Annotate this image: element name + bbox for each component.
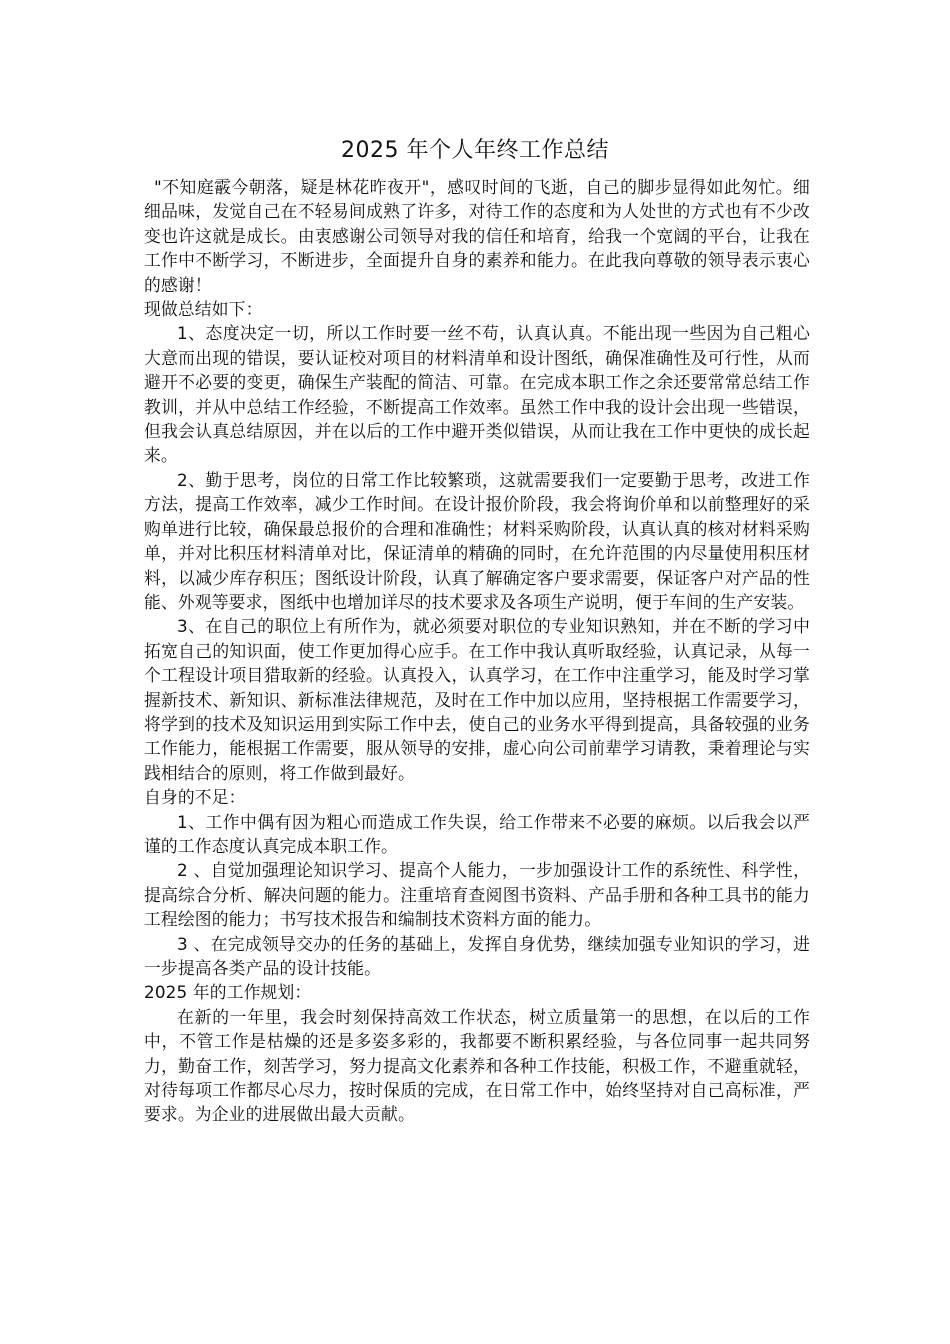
summary-item-2: 2、勤于思考，岗位的日常工作比较繁琐，这就需要我们一定要勤于思考，改进工作方法，提高工作效率，减少工作时间。在设计报价阶段，我会将询价单和以前整理好的采购单进行比较，确保最总报价的合理和准确性；材料采购阶段，认真认真的核对材料采购单，并对比积压材料清单对比，保证清单的精确的同时，在允许范围的内尽量使用积压材料，以减少库存积压；图纸设计阶段，认真了解确定客户要求需要，保证客户对产品的性能、外观等要求，图纸中也增加详尽的技术要求及各项生产说明，便于车间的生产安装。: [144, 469, 810, 612]
shortcoming-item-2: 2 、自觉加强理论知识学习、提高个人能力，一步加强设计工作的系统性、科学性，提高综合分析、解决问题的能力。注重培育查阅图书资料、产品手册和各种工具书的能力工程绘图的能力；书写技术报告和编制技术资料方面的能力。: [144, 860, 810, 930]
shortcomings-heading: 自身的不足：: [144, 787, 246, 808]
plan-heading: 2025 年的工作规划：: [144, 982, 312, 1003]
summary-item-3: 3、在自己的职位上有所作为，就必须要对职位的专业知识熟知，并在不断的学习中拓宽自己的知识面，使工作更加得心应手。在工作中我认真听取经验，认真记录，从每一个工程设计项目猎取新的经验。认真投入，认真学习，在工作中注重学习，能及时学习掌握新技术、新知识、新标准法律规范，及时在工作中加以应用，坚持根据工作需要学习，将学到的技术及知识运用到实际工作中去，使自己的业务水平得到提高，具备较强的业务工作能力，能根据工作需要，服从领导的安排，虚心向公司前辈学习请教，秉着理论与实践相结合的原则，将工作做到最好。: [144, 616, 810, 783]
plan-paragraph: 在新的一年里，我会时刻保持高效工作状态，树立质量第一的思想，在以后的工作中，不管工作是枯燥的还是多姿多彩的，我都要不断积累经验，与各位同事一起共同努力，勤奋工作，刻苦学习，努力提高文化素养和各种工作技能，积极工作，不避重就轻，对待每项工作都尽心尽力，按时保质的完成，在日常工作中，始终坚持对自己高标准，严要求。为企业的进展做出最大贡献。: [144, 1006, 810, 1125]
document-body: [144, 175, 810, 1127]
intro-paragraph: "不知庭霰今朝落，疑是林花昨夜开"，感叹时间的飞逝，自己的脚步显得如此匆忙。细细品味，发觉自己在不轻易间成熟了许多，对待工作的态度和为人处世的方式也有不少改变也许这就是成长。由衷感谢公司领导对我的信任和培育，给我一个宽阔的平台，让我在工作中不断学习，不断进步，全面提升自身的素养和能力。在此我向尊敬的领导表示衷心的感谢！: [144, 177, 810, 295]
summary-item-1: 1、态度决定一切，所以工作时要一丝不苟，认真认真。不能出现一些因为自己粗心大意而出现的错误，要认证校对项目的材料清单和设计图纸，确保准确性及可行性，从而避开不必要的变更，确保生产装配的简洁、可靠。在完成本职工作之余还要常常总结工作教训，并从中总结工作经验，不断提高工作效率。虽然工作中我的设计会出现一些错误，但我会认真总结原因，并在以后的工作中避开类似错误，从而让我在工作中更快的成长起来。: [144, 323, 810, 466]
shortcoming-item-3: 3 、在完成领导交办的任务的基础上，发挥自身优势，继续加强专业知识的学习，进一步提高各类产品的设计技能。: [144, 933, 810, 978]
shortcoming-item-1: 1、工作中偶有因为粗心而造成工作失误，给工作带来不必要的麻烦。以后我会以严谨的工作态度认真完成本职工作。: [144, 811, 810, 856]
summary-heading: 现做总结如下：: [144, 299, 263, 320]
document-title: 2025 年个人年终工作总结: [341, 138, 609, 163]
